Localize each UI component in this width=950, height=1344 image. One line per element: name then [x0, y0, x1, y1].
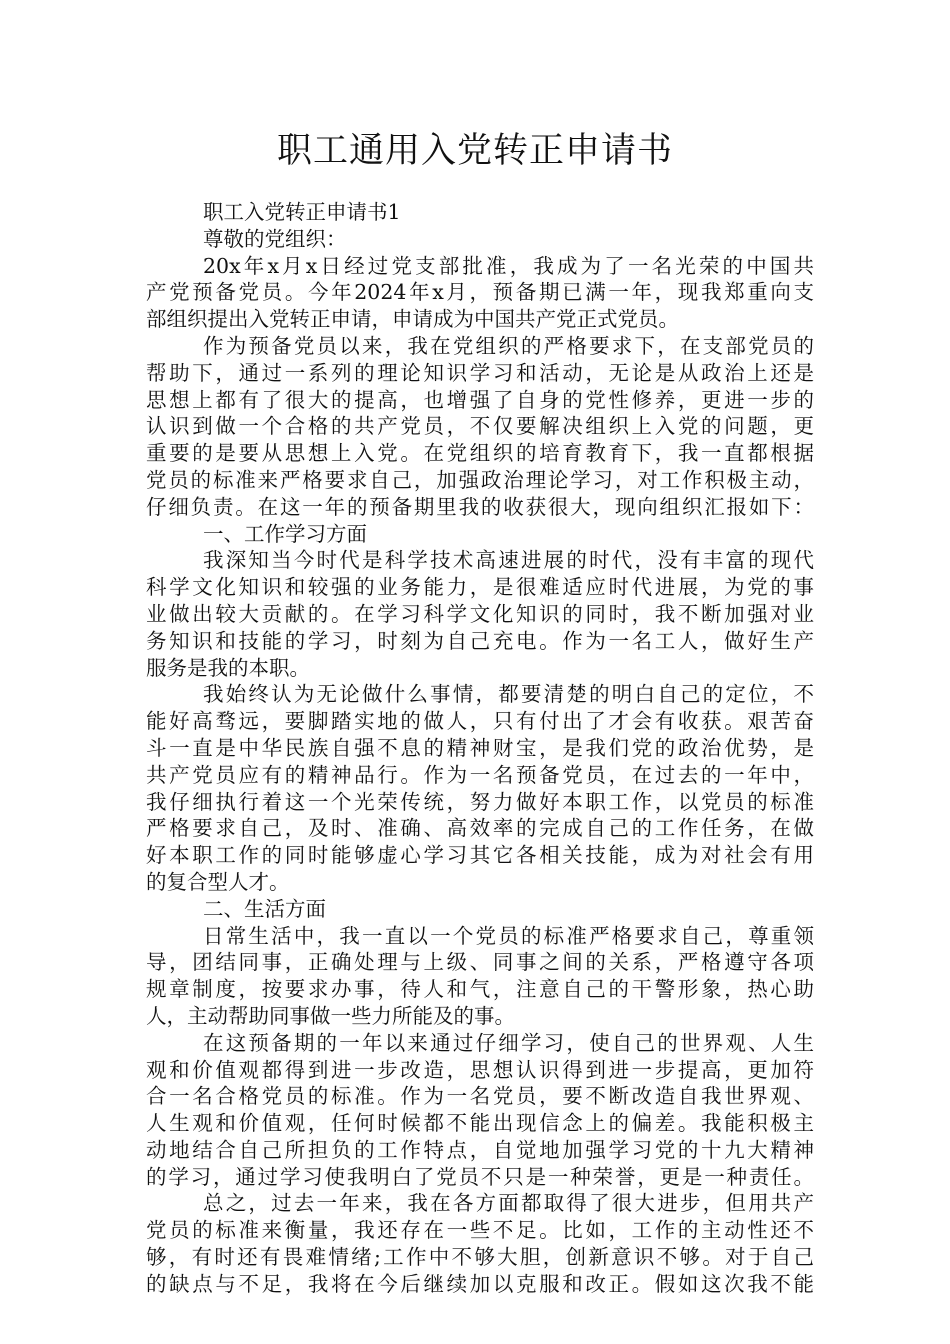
text-line: 导，团结同事，正确处理与上级、同事之间的关系，严格遵守各项 [146, 950, 814, 975]
text-line: 共产党员应有的精神品行。作为一名预备党员，在过去的一年中， [146, 762, 814, 787]
text-line: 党员的标准来衡量，我还存在一些不足。比如，工作的主动性还不 [146, 1218, 814, 1243]
text-line: 人，主动帮助同事做一些力所能及的事。 [146, 1003, 515, 1028]
text-line: 党员的标准来严格要求自己，加强政治理论学习，对工作积极主动， [146, 467, 814, 492]
text-line: 科学文化知识和较强的业务能力，是很难适应时代进展，为党的事 [146, 575, 814, 600]
text-line: 总之，过去一年来，我在各方面都取得了很大进步，但用共产 [203, 1191, 814, 1216]
text-line: 职工入党转正申请书1 [203, 200, 401, 224]
text-line: 二、生活方面 [203, 896, 326, 921]
text-line: 尊敬的党组织： [203, 226, 347, 251]
text-line: 思想上都有了很大的提高，也增强了自身的党性修养，更进一步的 [146, 387, 814, 412]
text-line: 帮助下，通过一系列的理论知识学习和活动，无论是从政治上还是 [146, 360, 814, 385]
text-line: 够，有时还有畏难情绪;工作中不够大胆，创新意识不够。对于自己 [146, 1245, 814, 1270]
text-line: 重要的是要从思想上入党。在党组织的培育教育下，我一直都根据 [146, 441, 814, 466]
text-line: 的学习，通过学习使我明白了党员不只是一种荣誉，更是一种责任。 [146, 1164, 814, 1189]
text-line: 我始终认为无论做什么事情，都要清楚的明白自己的定位，不 [203, 682, 814, 707]
text-line: 一、工作学习方面 [203, 521, 367, 546]
text-line: 认识到做一个合格的共产党员，不仅要解决组织上入党的问题，更 [146, 414, 814, 439]
text-line: 好本职工作的同时能够虚心学习其它各相关技能，成为对社会有用 [146, 843, 814, 868]
text-line: 务知识和技能的学习，时刻为自己充电。作为一名工人，做好生产 [146, 628, 814, 653]
text-line: 服务是我的本职。 [146, 655, 310, 680]
text-line: 业做出较大贡献的。在学习科学文化知识的同时，我不断加强对业 [146, 601, 814, 626]
text-line: 能好高骛远，要脚踏实地的做人，只有付出了才会有收获。艰苦奋 [146, 709, 814, 734]
text-line: 作为预备党员以来，我在党组织的严格要求下，在支部党员的 [203, 333, 814, 358]
text-line: 20x年x月x日经过党支部批准，我成为了一名光荣的中国共 [203, 253, 814, 278]
document-title: 职工通用入党转正申请书 [276, 131, 673, 171]
text-line: 动地结合自己所担负的工作特点，自觉地加强学习党的十九大精神 [146, 1137, 814, 1162]
text-line: 的缺点与不足，我将在今后继续加以克服和改正。假如这次我不能 [146, 1271, 814, 1296]
text-line: 我仔细执行着这一个光荣传统，努力做好本职工作，以党员的标准 [146, 789, 814, 814]
text-line: 日常生活中，我一直以一个党员的标准严格要求自己，尊重领 [203, 923, 814, 948]
text-line: 规章制度，按要求办事，待人和气，注意自己的干警形象，热心助 [146, 977, 814, 1002]
text-line: 我深知当今时代是科学技术高速进展的时代，没有丰富的现代 [203, 548, 814, 573]
document-body [146, 199, 814, 1298]
text-line: 人生观和价值观，任何时候都不能出现信念上的偏差。我能积极主 [146, 1111, 814, 1136]
text-line: 的复合型人才。 [146, 869, 290, 894]
text-line: 部组织提出入党转正申请，申请成为中国共产党正式党员。 [146, 307, 679, 332]
text-line: 斗一直是中华民族自强不息的精神财宝，是我们党的政治优势，是 [146, 735, 814, 760]
text-line: 合一名合格党员的标准。作为一名党员，要不断改造自我世界观、 [146, 1084, 814, 1109]
text-line: 观和价值观都得到进一步改造，思想认识得到进一步提高，更加符 [146, 1057, 814, 1082]
text-line: 严格要求自己，及时、准确、高效率的完成自己的工作任务，在做 [146, 816, 814, 841]
text-line: 仔细负责。在这一年的预备期里我的收获很大，现向组织汇报如下： [146, 494, 814, 519]
text-line: 在这预备期的一年以来通过仔细学习，使自己的世界观、人生 [203, 1030, 814, 1055]
text-line: 产党预备党员。今年2024年x月，预备期已满一年，现我郑重向支 [146, 280, 814, 305]
